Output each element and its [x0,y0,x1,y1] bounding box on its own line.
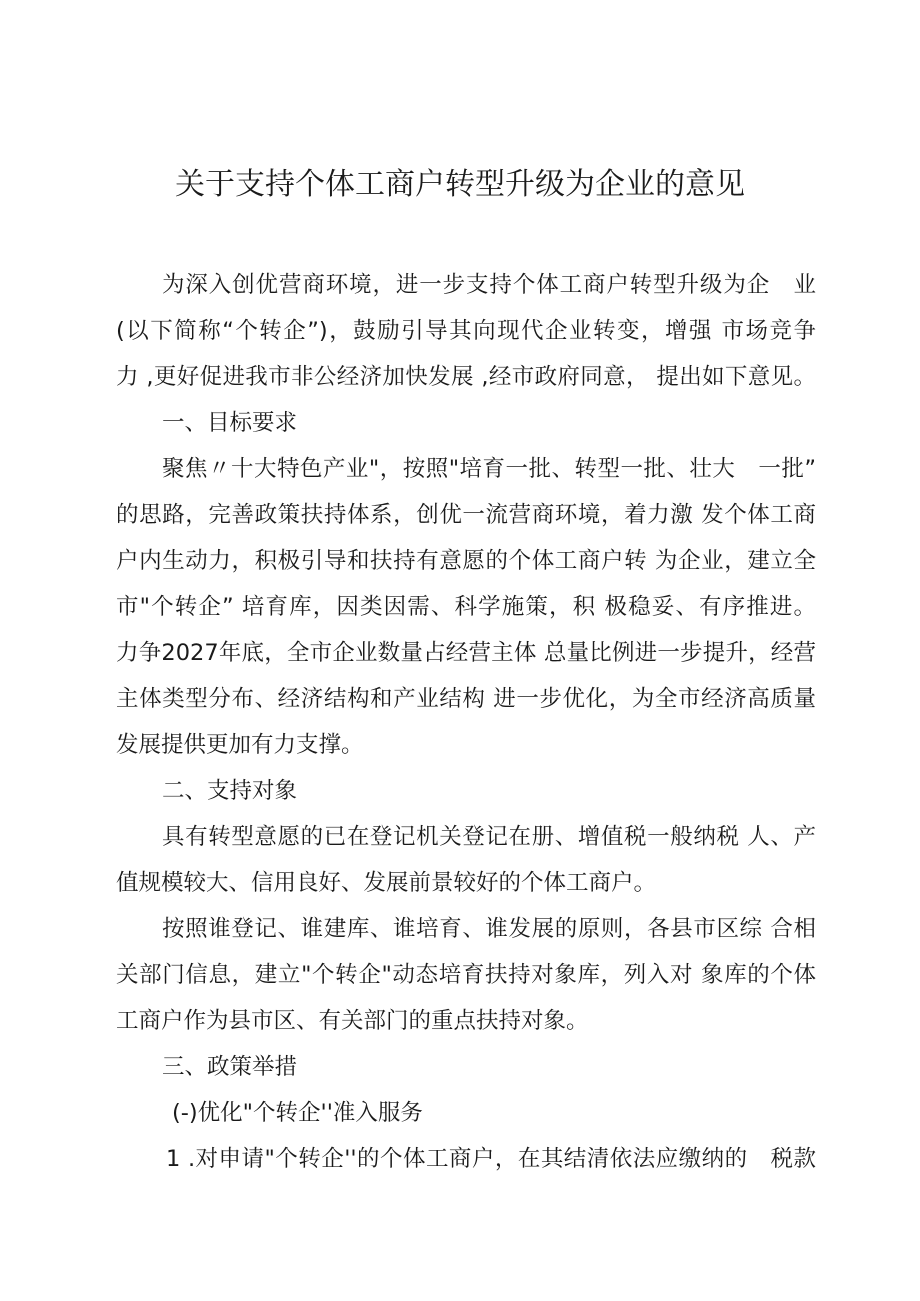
paragraph-line: 的思路，完善政策扶持体系，创优一流营商环境，着力激 发个体工商 [116,502,816,528]
document-body [116,262,816,1182]
section-heading: 二、支持对象 [162,778,298,804]
section-heading: 一、目标要求 [162,410,298,436]
paragraph-line: 为深入创优营商环境，进一步支持个体工商户转型升级为企 业 [162,272,816,298]
paragraph-line: 关部门信息，建立"个转企"动态培育扶持对象库，列入对 象库的个体 [116,962,816,988]
paragraph-line: 力 ,更好促进我市非公经济加快发展 ,经市政府同意， 提出如下意见。 [116,364,816,390]
section-heading: 三、政策举措 [162,1054,298,1080]
paragraph-line: (以下简称“个转企”)，鼓励引导其向现代企业转变，增强 市场竞争 [116,318,816,344]
paragraph-line: 工商户作为县市区、有关部门的重点扶持对象。 [116,1008,589,1034]
document-title: 关于支持个体工商户转型升级为企业的意见 [175,167,745,202]
paragraph-line: 发展提供更加有力支撑。 [116,732,364,758]
paragraph-line: 具有转型意愿的已在登记机关登记在册、增值税一般纳税 人、产 [162,824,816,850]
paragraph-line: 值规模较大、信用良好、发展前景较好的个体工商户。 [116,870,657,896]
paragraph-line: 主体类型分布、经济结构和产业结构 进一步优化，为全市经济高质量 [116,686,816,712]
paragraph-line: 户内生动力，积极引导和扶持有意愿的个体工商户转 为企业，建立全 [116,548,816,574]
paragraph-line: 力争2027年底，全市企业数量占经营主体 总量比例进一步提升，经营 [116,640,816,666]
paragraph-line: 按照谁登记、谁建库、谁培育、谁发展的原则，各县市区综 合相 [162,916,816,942]
paragraph-line: 聚焦〃十大特色产业"，按照"培育一批、转型一批、壮大 一批” [162,456,816,482]
paragraph-line: 市"个转企” 培育库，因类因需、科学施策，积 极稳妥、有序推进。 [116,594,816,620]
paragraph-line: 1 .对申请"个转企''的个体工商户，在其结清依法应缴纳的 税款 [166,1146,816,1172]
subsection-heading: (-)优化"个转企''准入服务 [172,1100,423,1126]
